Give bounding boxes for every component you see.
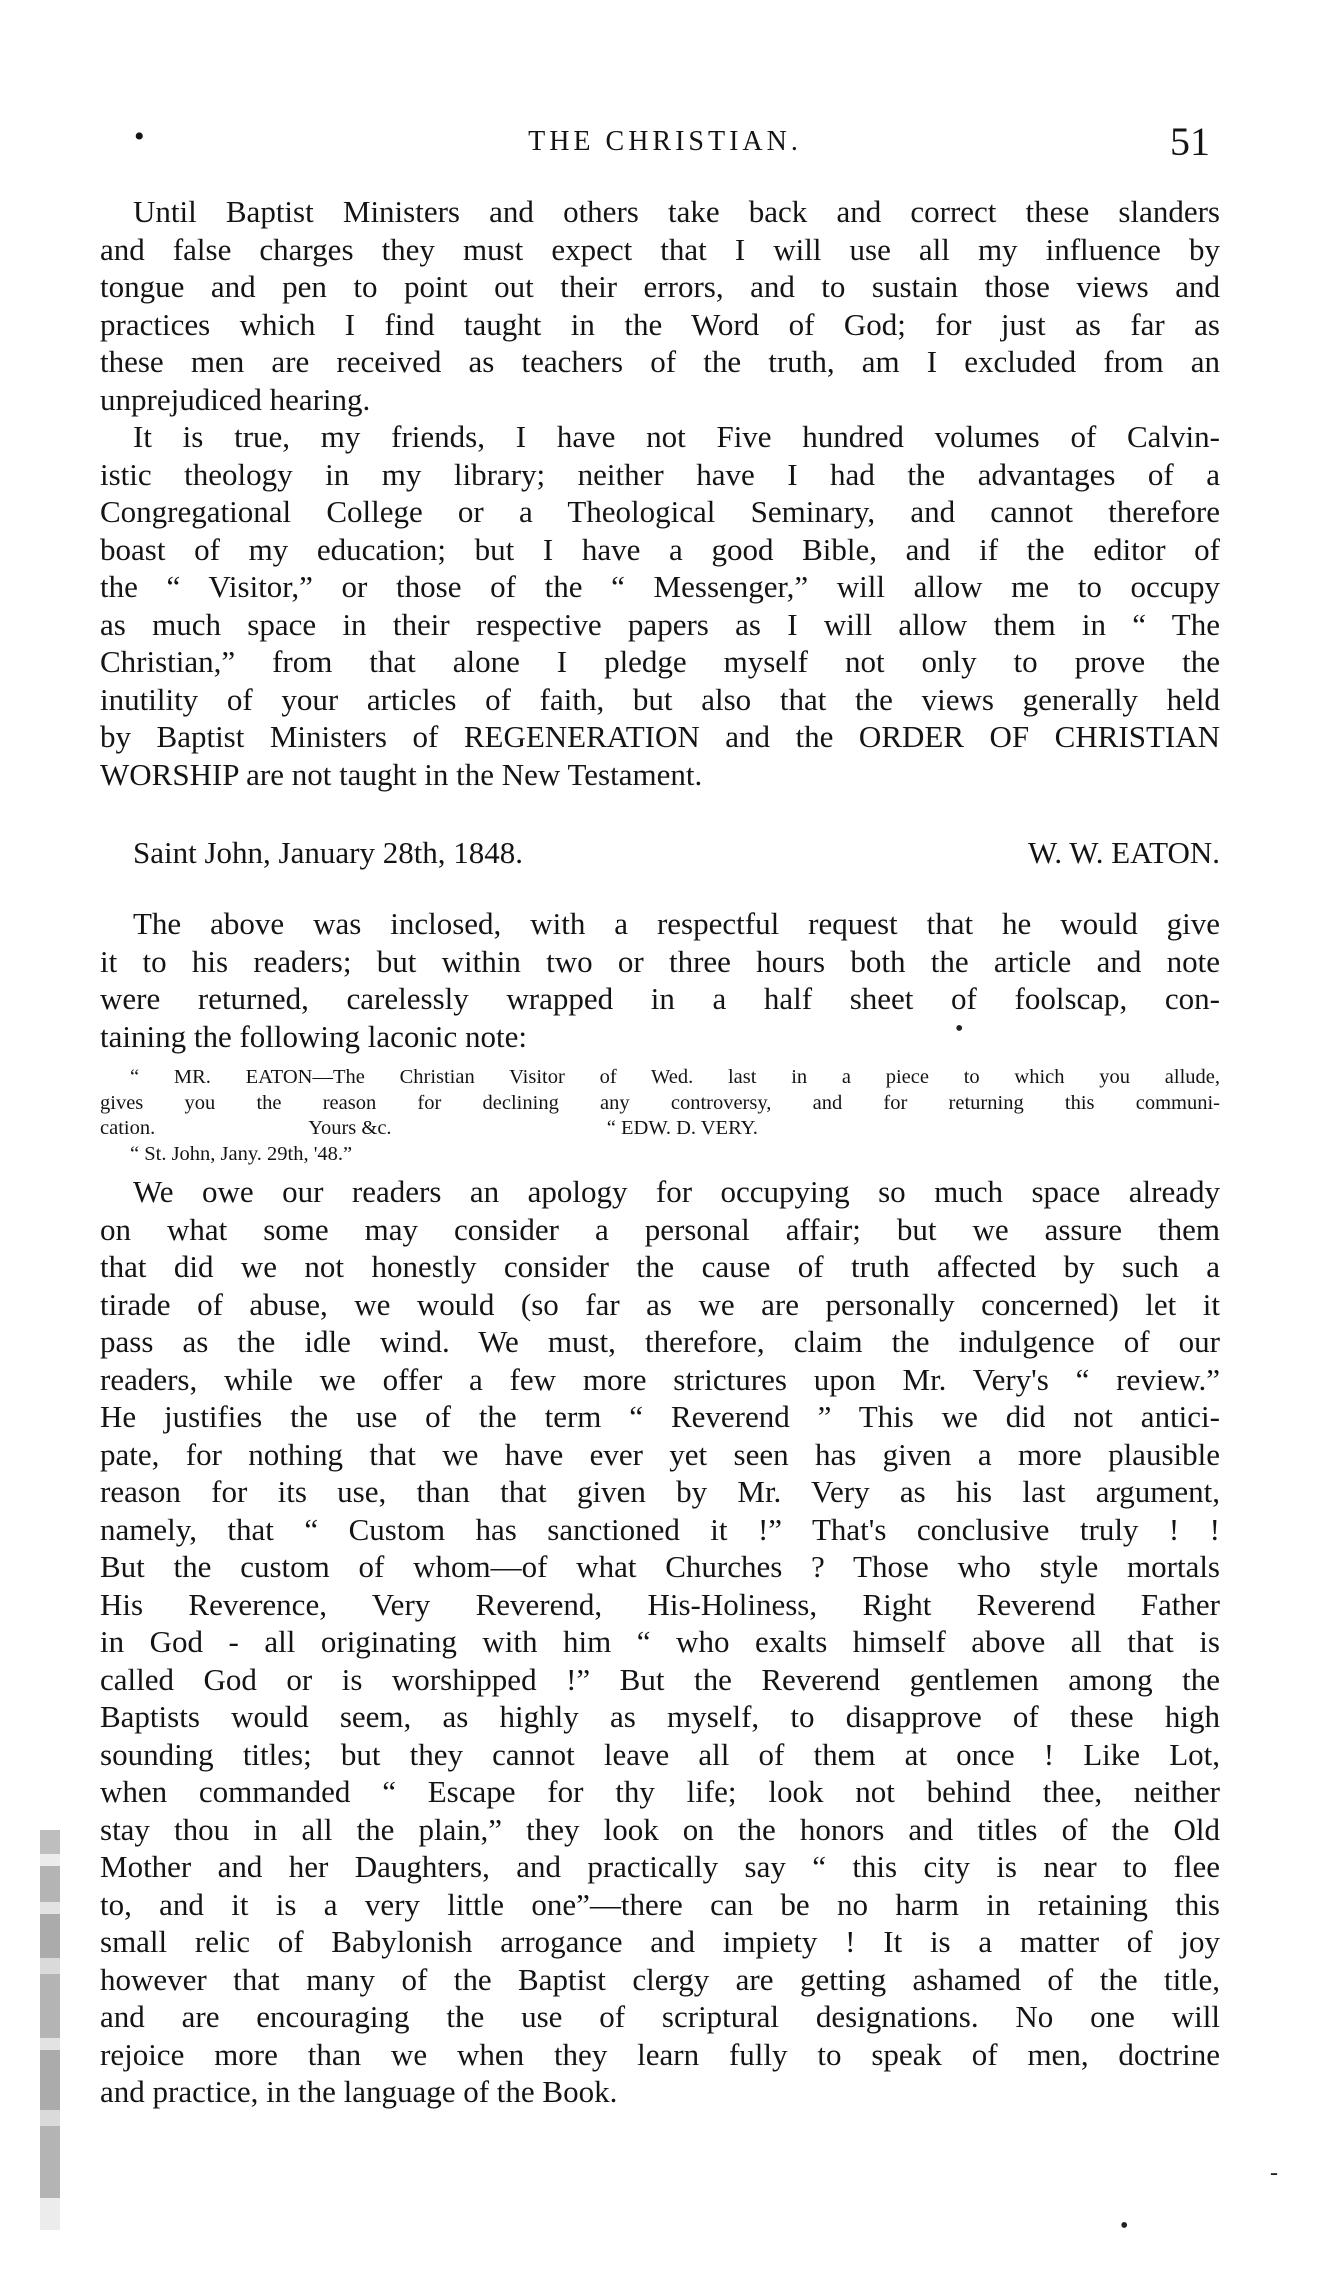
text-line: reason for its use, than that given by Mr. Very as his last argument, xyxy=(100,1474,1220,1509)
text-line: on what some may consider a personal affair; but we assure them xyxy=(100,1211,1220,1247)
text-line: readers, while we offer a few more strictures upon Mr. Very's “ review.” xyxy=(100,1361,1220,1397)
text-line: rejoice more than we when they learn fully to speak of men, doctrine xyxy=(100,2036,1220,2072)
paragraph-inclosed xyxy=(100,905,1220,1055)
text-line: The above was inclosed, with a respectful request that he would give xyxy=(133,906,1220,941)
text-line: these men are received as teachers of the truth, am I excluded from an xyxy=(100,344,1220,379)
text-line: it to his readers; but within two or three hours both the article and note xyxy=(100,943,1220,979)
quoted-note xyxy=(100,1065,1220,1167)
text-line: inutility of your articles of faith, but also that the views generally held xyxy=(100,681,1220,717)
text-line: and are encouraging the use of scriptural designations. No one will xyxy=(100,1999,1220,2034)
note-line: cation. Yours &c. “ EDW. D. VERY. xyxy=(100,1117,758,1139)
text-line: boast of my education; but I have a good Bible, and if the editor of xyxy=(100,531,1220,567)
text-line: small relic of Babylonish arrogance and impiety ! It is a matter of joy xyxy=(100,1924,1220,1959)
header-dot: • xyxy=(134,120,145,153)
ink-speck: - xyxy=(1270,2160,1278,2186)
text-line: taining the following laconic note: xyxy=(100,1018,528,1054)
text-line: We owe our readers an apology for occupying so much space already xyxy=(133,1174,1220,1209)
note-line: gives you the reason for declining any controversy, and for returning this communi- xyxy=(100,1091,1220,1114)
ink-speck: • xyxy=(1120,2213,1129,2239)
text-line: pass as the idle wind. We must, therefore, claim the indulgence of our xyxy=(100,1324,1220,1359)
text-line: and false charges they must expect that I will use all my influence by xyxy=(100,231,1220,267)
text-line: and practice, in the language of the Book. xyxy=(100,2074,618,2109)
text-line: namely, that “ Custom has sanctioned it !” That's conclusive truly ! ! xyxy=(100,1511,1220,1547)
page-number: 51 xyxy=(1170,119,1210,164)
ink-speck: • xyxy=(955,1016,964,1042)
text-line: called God or is worshipped !” But the Reverend gentlemen among the xyxy=(100,1661,1220,1697)
text-line: practices which I find taught in the Word of God; for just as far as xyxy=(100,306,1220,342)
text-line: the “ Visitor,” or those of the “ Messenger,” will allow me to occupy xyxy=(100,569,1220,604)
author-signature: W. W. EATON. xyxy=(1027,835,1220,870)
text-line: istic theology in my library; neither have I had the advantages of a xyxy=(100,456,1220,492)
text-line: in God - all originating with him “ who exalts himself above all that is xyxy=(100,1624,1220,1659)
text-line: tongue and pen to point out their errors, and to sustain those views and xyxy=(100,269,1220,304)
text-line: however that many of the Baptist clergy are getting ashamed of the title, xyxy=(100,1961,1220,1997)
text-line: were returned, carelessly wrapped in a half sheet of foolscap, con- xyxy=(100,981,1220,1016)
text-line: unprejudiced hearing. xyxy=(100,381,371,417)
running-title: THE CHRISTIAN. xyxy=(528,126,802,157)
paragraph-apology xyxy=(100,1173,1220,2111)
text-line: by Baptist Ministers of REGENERATION and the ORDER OF CHRISTIAN xyxy=(100,719,1220,754)
binding-shadow xyxy=(40,1830,60,2230)
text-line: sounding titles; but they cannot leave all of them at once ! Like Lot, xyxy=(100,1736,1220,1772)
text-line: tirade of abuse, we would (so far as we are personally concerned) let it xyxy=(100,1286,1220,1322)
text-line: But the custom of whom—of what Churches ? Those who style mortals xyxy=(100,1549,1220,1584)
text-line: that did we not honestly consider the cause of truth affected by such a xyxy=(100,1249,1220,1284)
text-line: Christian,” from that alone I pledge myself not only to prove the xyxy=(100,644,1220,679)
note-line: “ St. John, Jany. 29th, '48.” xyxy=(130,1142,353,1165)
running-head xyxy=(0,118,1330,168)
letter-signature xyxy=(100,833,1220,873)
text-line: pate, for nothing that we have ever yet seen has given a more plausible xyxy=(100,1436,1220,1472)
place-date: Saint John, January 28th, 1848. xyxy=(133,835,524,870)
text-line: WORSHIP are not taught in the New Testament. xyxy=(100,756,703,792)
text-line: Congregational College or a Theological Seminary, and cannot therefore xyxy=(100,494,1220,529)
text-line: It is true, my friends, I have not Five hundred volumes of Calvin- xyxy=(133,419,1220,454)
text-line: stay thou in all the plain,” they look on the honors and titles of the Old xyxy=(100,1811,1220,1847)
text-line: Baptists would seem, as highly as myself, to disapprove of these high xyxy=(100,1699,1220,1734)
letter-conclusion xyxy=(100,193,1220,793)
text-line: His Reverence, Very Reverend, His-Holiness, Right Reverend Father xyxy=(100,1586,1220,1622)
text-line: Mother and her Daughters, and practically say “ this city is near to flee xyxy=(100,1849,1220,1884)
text-line: He justifies the use of the term “ Reverend ” This we did not antici- xyxy=(100,1399,1220,1434)
text-line: Until Baptist Ministers and others take back and correct these slanders xyxy=(133,194,1220,229)
note-line: “ MR. EATON—The Christian Visitor of Wed. last in a piece to which you allude, xyxy=(130,1066,1220,1088)
text-line: to, and it is a very little one”—there can be no harm in retaining this xyxy=(100,1886,1220,1922)
text-line: as much space in their respective papers as I will allow them in “ The xyxy=(100,606,1220,642)
text-line: when commanded “ Escape for thy life; look not behind thee, neither xyxy=(100,1774,1220,1809)
